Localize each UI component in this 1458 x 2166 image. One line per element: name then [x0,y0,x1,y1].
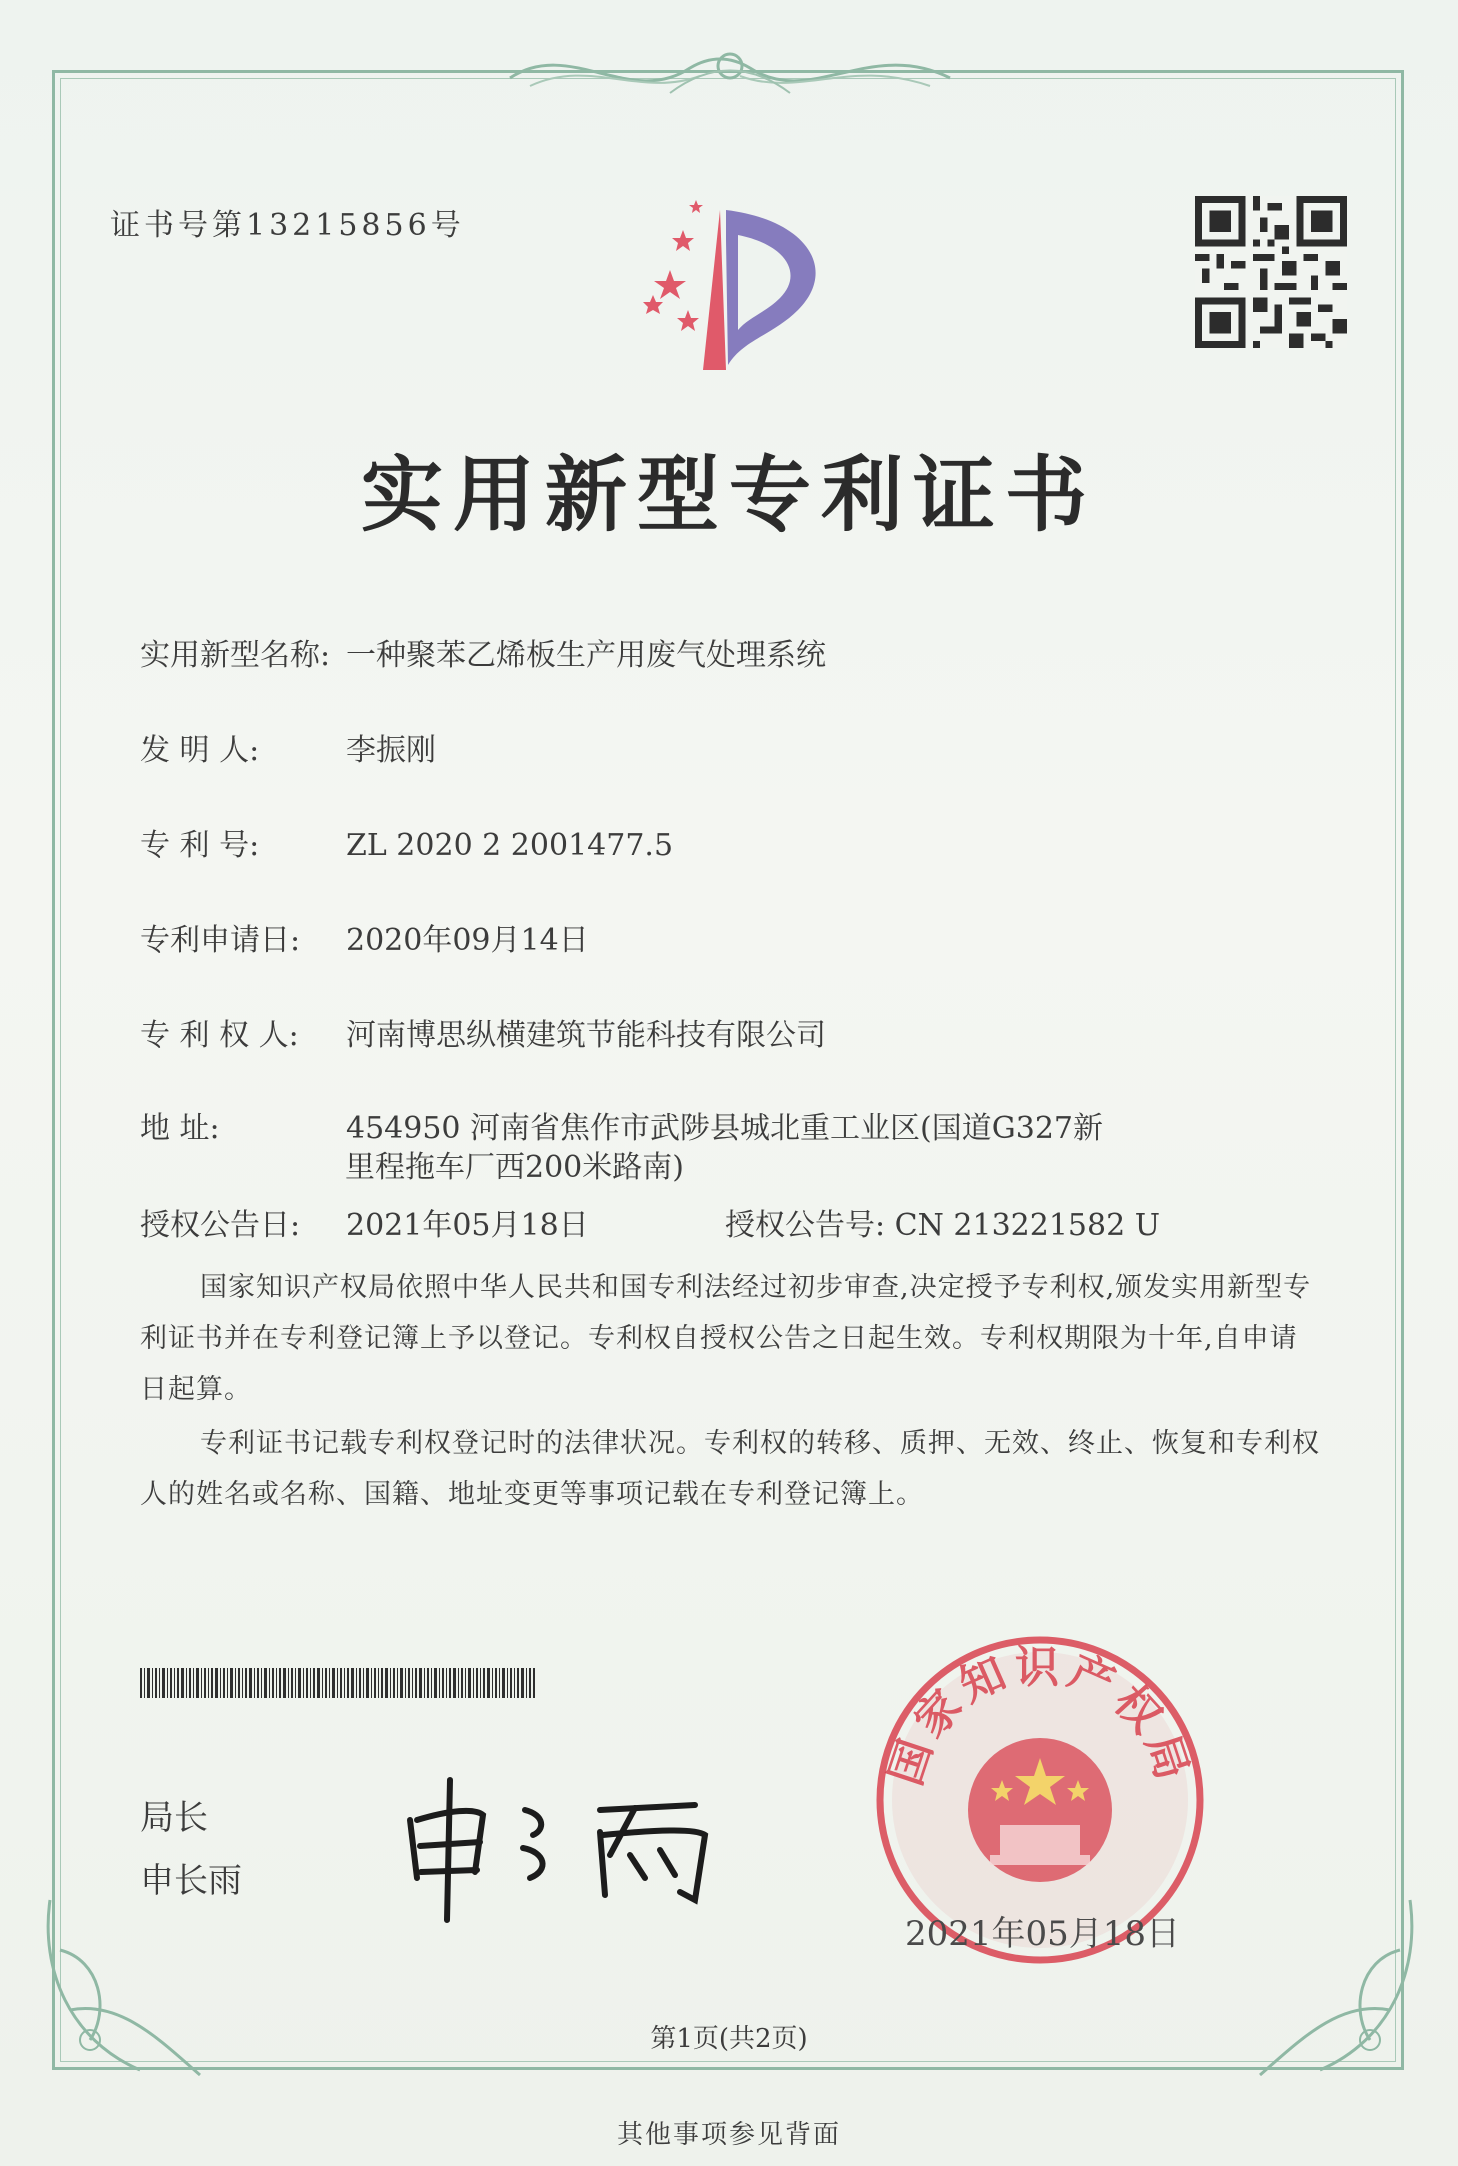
patent-no-label: 专 利 号: [140,828,260,863]
field-patent-no [140,820,673,864]
filing-date-label: 专利申请日: [140,923,301,958]
field-grant-date [140,1200,589,1244]
seal-text: 国家知识产权局 [880,1642,1200,1792]
filing-date-value: 2020年09月14日 [346,923,589,958]
inventor-value: 李振刚 [346,733,436,768]
certificate-number: 证书号第13215856号 [110,208,465,243]
field-address [140,1103,1103,1147]
address-value-line2: 里程拖车厂西200米路南) [345,1150,684,1185]
field-grant-no [725,1200,1160,1244]
address-value-line1: 454950 河南省焦作市武陟县城北重工业区(国道G327新 [346,1111,1103,1146]
bottom-left-ornament [30,1890,220,2090]
signatory-name: 申长雨 [140,1861,242,1901]
patentee-value: 河南博思纵横建筑节能科技有限公司 [346,1018,826,1053]
certificate-title: 实用新型专利证书 [360,447,1097,543]
top-ornament [490,38,970,108]
back-note: 其他事项参见背面 [616,2120,841,2150]
inventor-label: 发 明 人: [140,733,260,768]
model-name-label: 实用新型名称: [140,638,331,673]
field-filing-date [140,915,589,959]
address-label: 地 址: [140,1111,220,1146]
grant-no-value: CN 213221582 U [894,1208,1160,1243]
patent-no-value: ZL 2020 2 2001477.5 [346,828,674,863]
patent-office-emblem [608,180,848,380]
grant-date-value: 2021年05月18日 [346,1208,589,1243]
bottom-right-ornament [1240,1890,1430,2090]
patentee-label: 专 利 权 人: [140,1018,299,1053]
barcode [140,1668,535,1698]
grant-date-label: 授权公告日: [140,1208,301,1243]
signatory-title: 局长 [140,1798,208,1838]
field-patentee [140,1010,826,1054]
qr-code [1195,196,1347,348]
field-model-name [140,630,826,674]
statement-paragraph-1: 国家知识产权局依照中华人民共和国专利法经过初步审查,决定授予专利权,颁发实用新型专利证书并在专利登记簿上予以登记。专利权自授权公告之日起生效。专利权期限为十年,自申请日起算。 [140,1272,1312,1405]
statement-paragraph-2: 专利证书记载专利权登记时的法律状况。专利权的转移、质押、无效、终止、恢复和专利权人的姓名或名称、国籍、地址变更等事项记载在专利登记簿上。 [140,1428,1320,1510]
field-inventor [140,725,436,769]
seal-date: 2021年05月18日 [905,1914,1181,1954]
model-name-value: 一种聚苯乙烯板生产用废气处理系统 [346,638,826,673]
page-number: 第1页(共2页) [650,2024,808,2054]
grant-no-label: 授权公告号: [725,1208,886,1243]
handwritten-signature [395,1760,735,1930]
